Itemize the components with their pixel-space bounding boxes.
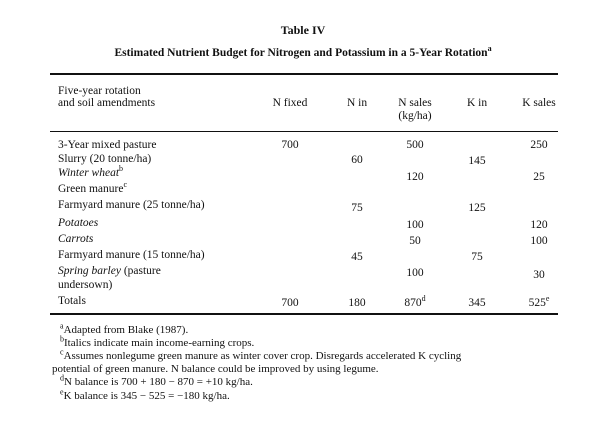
row-label: Farmyard manure (15 tonne/ha) — [58, 249, 205, 261]
row-label — [58, 182, 127, 196]
footnote — [60, 347, 462, 363]
cell-k-sales: 250 — [530, 139, 548, 151]
totals-k-sales — [514, 296, 564, 310]
totals-n-sales-note: d — [421, 294, 426, 304]
header-rule — [50, 131, 558, 132]
cell-k-sales: 25 — [533, 171, 545, 183]
cell-n-sales: 500 — [406, 139, 424, 151]
cell-n-sales: 100 — [406, 219, 424, 231]
bottom-rule — [50, 313, 558, 315]
header-n-fixed: N fixed — [272, 97, 308, 109]
cell-k-in: 75 — [471, 251, 483, 263]
top-rule — [50, 73, 558, 75]
cell-n-fixed: 700 — [281, 139, 299, 151]
cell-n-in: 45 — [351, 251, 363, 263]
header-k-sales: K sales — [522, 97, 556, 109]
totals-n-fixed: 700 — [281, 297, 299, 309]
row-label-rest: (pasture — [120, 265, 161, 277]
totals-label: Totals — [58, 295, 86, 307]
row-label: Slurry (20 tonne/ha) — [58, 153, 152, 165]
cell-k-in: 125 — [468, 202, 486, 214]
row-label — [58, 166, 123, 180]
table-title-text: Estimated Nutrient Budget for Nitrogen and Potassium in a 5-Year Rotation — [114, 47, 488, 59]
row-label-text: Winter wheat — [58, 167, 120, 179]
row-note: c — [123, 180, 128, 190]
row-label: Farmyard manure (25 tonne/ha) — [58, 199, 205, 211]
row-label — [58, 264, 161, 278]
header-col1-line1: Five-year rotation — [58, 85, 141, 97]
totals-n-in: 180 — [348, 297, 366, 309]
row-label — [58, 232, 93, 246]
totals-k-sales-value: 525 — [528, 297, 546, 309]
table-title — [0, 44, 606, 59]
cell-k-sales: 120 — [530, 219, 548, 231]
footnote-mark: d — [60, 373, 64, 383]
row-label-text: Carrots — [58, 233, 94, 245]
header-k-in: K in — [466, 97, 488, 109]
footnote-text: Italics indicate main income-earning crops. — [64, 337, 255, 349]
table-title-note: a — [487, 44, 492, 54]
footnote — [60, 334, 255, 350]
footnote-text: Adapted from Blake (1987). — [63, 324, 189, 336]
cell-k-sales: 30 — [533, 269, 545, 281]
footnote-text: N balance is 700 + 180 − 870 = +10 kg/ha. — [64, 376, 253, 388]
row-label-text: Potatoes — [58, 217, 99, 229]
cell-n-sales: 50 — [409, 235, 421, 247]
footnote-text: K balance is 345 − 525 = −180 kg/ha. — [63, 390, 230, 402]
header-col1-line2: and soil amendments — [58, 97, 156, 109]
totals-k-sales-note: e — [545, 294, 550, 304]
cell-k-sales: 100 — [530, 235, 548, 247]
totals-n-sales-value: 870 — [404, 297, 422, 309]
header-n-in: N in — [346, 97, 368, 109]
footnote — [60, 321, 189, 337]
totals-k-in: 345 — [468, 297, 486, 309]
row-note: b — [119, 164, 124, 174]
cell-n-in: 60 — [351, 154, 363, 166]
header-n-sales-unit: (kg/ha) — [398, 110, 432, 122]
row-label-text: Green manure — [58, 183, 124, 195]
footnote-text: potential of green manure. N balance could be improved by using legume. — [52, 363, 379, 375]
footnote — [60, 373, 253, 389]
totals-n-sales — [390, 296, 440, 310]
table-number: Table IV — [280, 23, 326, 37]
cell-n-in: 75 — [351, 202, 363, 214]
footnote-mark: e — [60, 387, 64, 397]
cell-n-sales: 120 — [406, 171, 424, 183]
footnote-mark: b — [60, 334, 64, 344]
row-label: 3-Year mixed pasture — [58, 139, 157, 151]
row-label-text: Spring barley — [58, 265, 121, 277]
footnote — [60, 387, 230, 403]
cell-k-in: 145 — [468, 155, 486, 167]
row-label-line2: undersown) — [58, 279, 113, 291]
footnote-mark: c — [60, 347, 64, 357]
footnote-continuation — [52, 363, 379, 376]
footnote-text: Assumes nonlegume green manure as winter cover crop. Disregards accelerated K cycling — [63, 350, 462, 362]
row-label — [58, 216, 98, 230]
footnote-mark: a — [60, 321, 64, 331]
header-n-sales: N sales — [398, 97, 432, 109]
cell-n-sales: 100 — [406, 267, 424, 279]
